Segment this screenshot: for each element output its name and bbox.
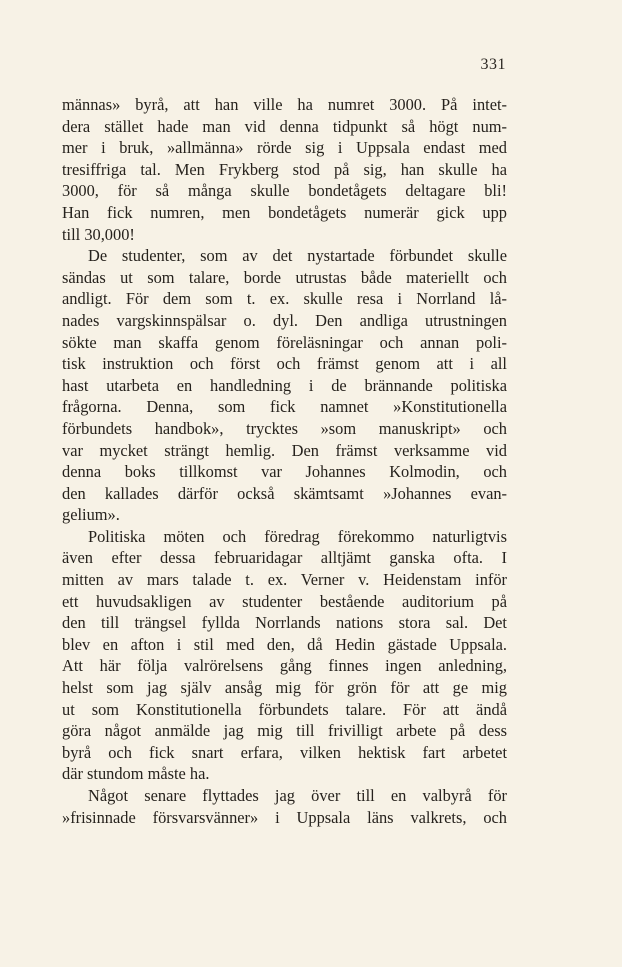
text-line: denna boks tillkomst var Johannes Kolmodin, och [62,462,507,482]
text-line: sändas ut som talare, borde utrustas både materiellt och [62,267,507,287]
text-line: Något senare flyttades jag över till en valbyrå för [88,786,507,805]
text-line: gelium». [62,505,120,525]
text-line: Att här följa valrörelsens gång finnes ingen anledning, [62,656,507,676]
text-line: mitten av mars talade t. ex. Verner v. Heidenstam inför [62,570,507,590]
text-line: blev en afton i stil med den, då Hedin gästade Uppsala. [62,634,507,654]
text-line: hast utarbeta en handledning i de brännande politiska [62,375,507,395]
text-line: 3000, för så många skulle bondetågets deltagare bli! [62,181,507,201]
body-text [62,94,507,828]
text-line: ut som Konstitutionella förbundets talare. För att ändå [62,699,507,719]
text-line: den till trängsel fyllda Norrlands nations stora sal. Det [62,613,507,633]
text-line: förbundets handbok», trycktes »som manuskript» och [62,418,507,438]
text-line: där stundom måste ha. [62,764,210,784]
text-line: De studenter, som av det nystartade förbundet skulle [88,246,507,266]
text-line: andligt. För dem som t. ex. skulle resa i Norrland lå- [62,289,507,309]
text-line: göra något anmälde jag mig till frivilligt arbete på dess [62,721,507,741]
text-line: även efter dessa februaridagar alltjämt ganska ofta. I [62,548,507,568]
text-line: nades vargskinnspälsar o. dyl. Den andliga utrustningen [62,310,507,330]
text-line: Han fick numren, men bondetågets numerär gick upp [62,202,507,222]
text-line: tisk instruktion och först och främst genom att i all [62,354,507,374]
text-line: helst som jag själv ansåg mig för grön för att ge mig [62,678,507,698]
page-number: 331 [480,56,506,73]
text-line: Politiska möten och föredrag förekommo naturligtvis [88,526,507,546]
text-line: dera stället hade man vid denna tidpunkt så högt num- [62,116,507,136]
text-line: männas» byrå, att han ville ha numret 3000. På intet- [62,95,507,114]
text-line: var mycket strängt hemlig. Den främst verksamme vid [62,440,507,460]
text-line: den kallades därför också skämtsamt »Johannes evan- [62,483,507,503]
text-line: frågorna. Denna, som fick namnet »Konstitutionella [62,397,507,417]
text-line: mer i bruk, »allmänna» rörde sig i Uppsala endast med [62,138,507,158]
text-line: till 30,000! [62,224,135,244]
text-line: ett huvudsakligen av studenter bestående auditorium på [62,591,507,611]
text-line: byrå och fick snart erfara, vilken hektisk fart arbetet [62,742,507,762]
text-line: »frisinnade försvarsvänner» i Uppsala läns valkrets, och [62,807,507,827]
text-line: tresiffriga tal. Men Frykberg stod på sig, han skulle ha [62,159,507,179]
text-line: sökte man skaffa genom föreläsningar och annan poli- [62,332,507,352]
